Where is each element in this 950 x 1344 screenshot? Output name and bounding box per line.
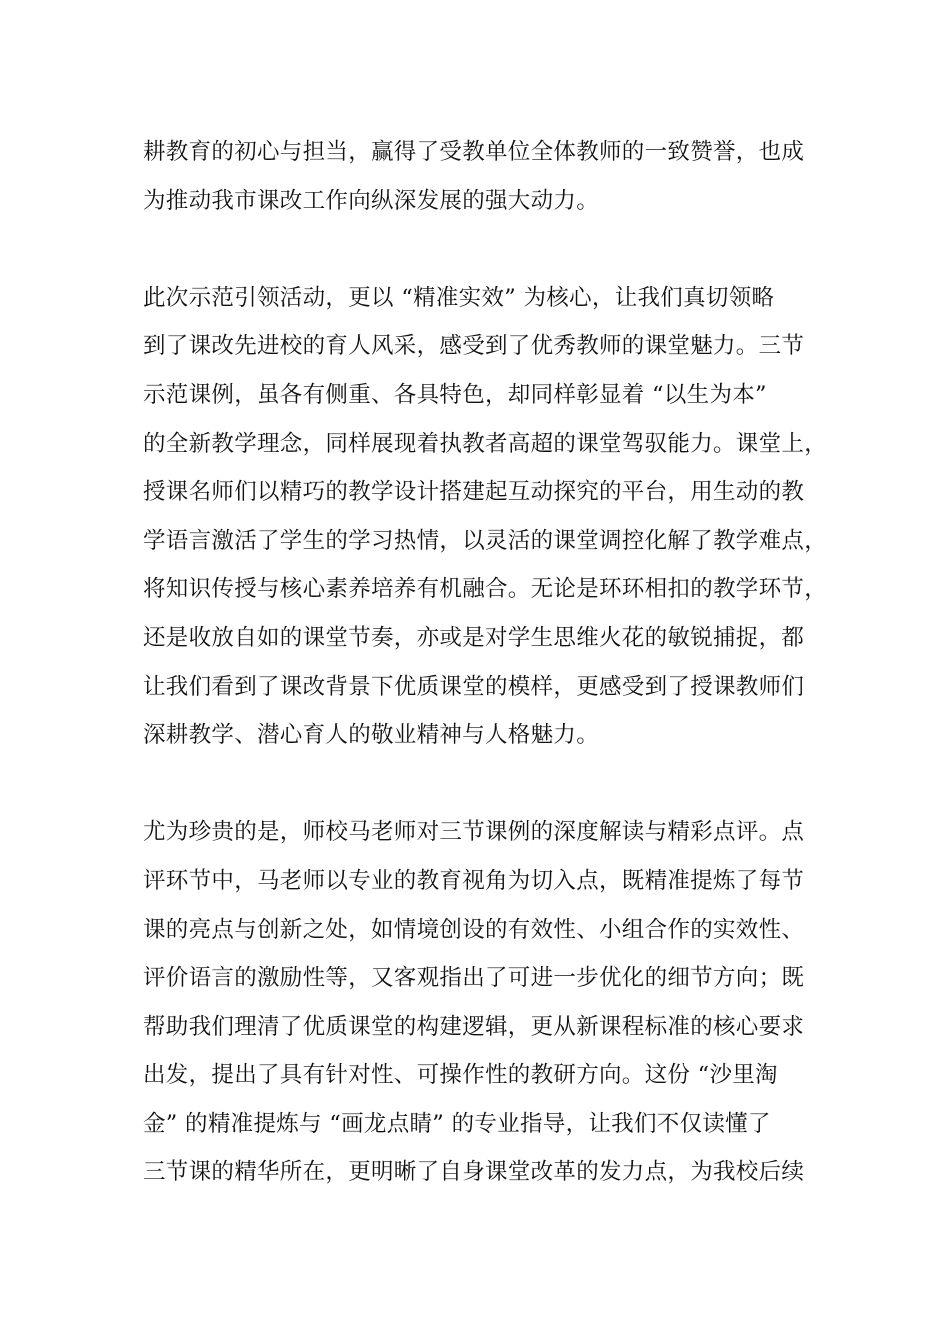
text-line: 为推动我市课改工作向纵深发展的强大动力。 bbox=[143, 187, 600, 214]
text-line: 深耕教学、潜心育人的敬业精神与人格魅力。 bbox=[143, 722, 600, 749]
text-line: 将知识传授与核心素养培养有机融合。无论是环环相扣的教学环节， bbox=[143, 576, 828, 603]
text-line: 让我们看到了课改背景下优质课堂的模样，更感受到了授课教师们 bbox=[143, 673, 805, 700]
text-line: 的全新教学理念，同样展现着执教者高超的课堂驾驭能力。课堂上， bbox=[143, 430, 828, 457]
text-line: 学语言激活了学生的学习热情，以灵活的课堂调控化解了教学难点， bbox=[143, 527, 828, 554]
text-line: 课的亮点与创新之处，如情境创设的有效性、小组合作的实效性、 bbox=[143, 916, 805, 943]
paragraph-gap bbox=[143, 760, 823, 809]
text-line: 到了课改先进校的育人风采，感受到了优秀教师的课堂魅力。三节 bbox=[143, 333, 805, 360]
text-line: 评价语言的激励性等，又客观指出了可进一步优化的细节方向；既 bbox=[143, 965, 805, 992]
text-line: 授课名师们以精巧的教学设计搭建起互动探究的平台，用生动的教 bbox=[143, 479, 805, 506]
document-body bbox=[143, 128, 828, 1197]
text-line: 出发，提出了具有针对性、可操作性的教研方向。这份 “沙里淘 bbox=[143, 1062, 778, 1089]
paragraph-gap bbox=[143, 225, 823, 274]
paragraph-1 bbox=[143, 128, 823, 225]
paragraph-3 bbox=[143, 808, 823, 1197]
text-line: 帮助我们理清了优质课堂的构建逻辑，更从新课程标准的核心要求 bbox=[143, 1013, 805, 1040]
text-line: 评环节中，马老师以专业的教育视角为切入点，既精准提炼了每节 bbox=[143, 867, 805, 894]
text-line: 三节课的精华所在，更明晰了自身课堂改革的发力点，为我校后续 bbox=[143, 1159, 805, 1186]
text-line: 尤为珍贵的是，师校马老师对三节课例的深度解读与精彩点评。点 bbox=[143, 819, 805, 846]
paragraph-2 bbox=[143, 274, 828, 760]
text-line: 金” 的精准提炼与 “画龙点睛” 的专业指导，让我们不仅读懂了 bbox=[143, 1110, 771, 1137]
text-line: 耕教育的初心与担当，赢得了受教单位全体教师的一致赞誉，也成 bbox=[143, 139, 805, 165]
text-line: 示范课例，虽各有侧重、各具特色，却同样彰显着 “以生为本” bbox=[143, 381, 767, 408]
text-line: 此次示范引领活动，更以 “精准实效” 为核心，让我们真切领略 bbox=[143, 284, 775, 311]
text-line: 还是收放自如的课堂节奏，亦或是对学生思维火花的敏锐捕捉，都 bbox=[143, 624, 805, 651]
